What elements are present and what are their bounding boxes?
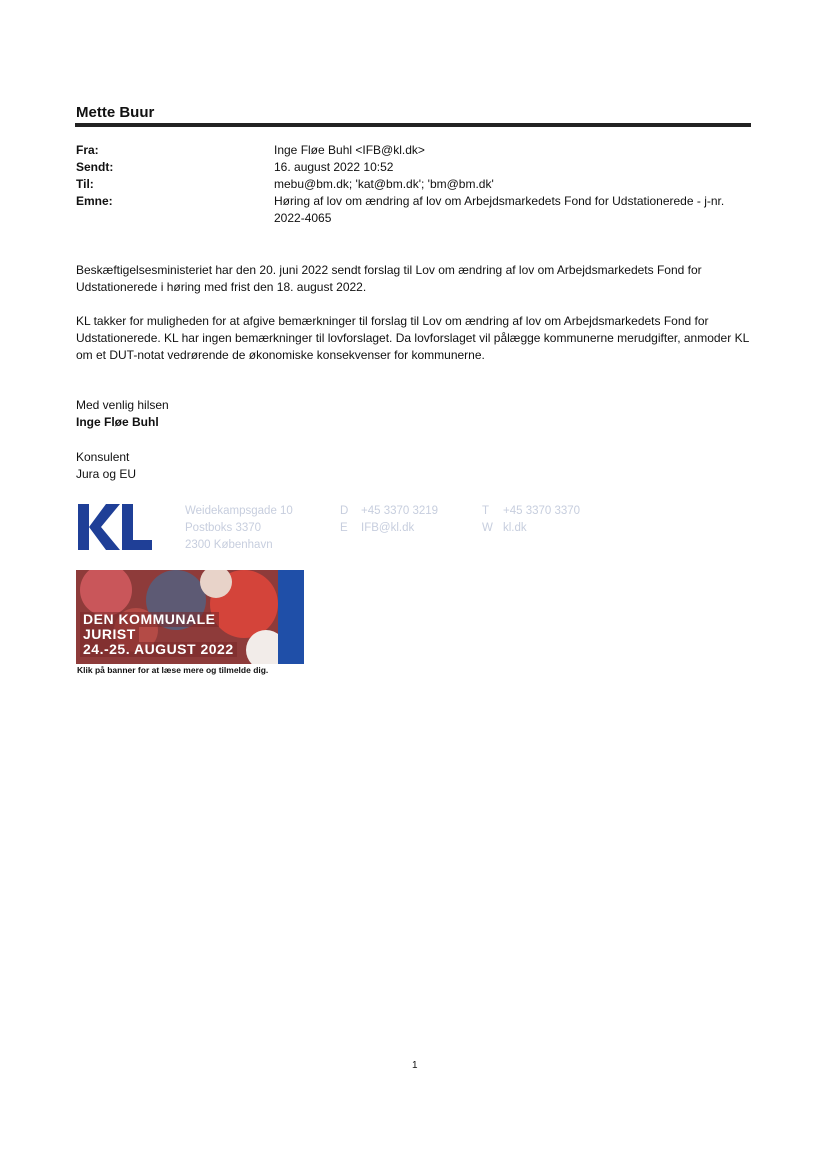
sender-email-link[interactable]: IFB@kl.dk [361, 522, 415, 534]
web-label: W [482, 522, 493, 534]
body-paragraph-2: KL takker for muligheden for at afgive bemærkninger til forslag til Lov om ændring af lov om Arbejdsmarkedets Fond for Udstationerede. KL har ingen bemærkninger til lovforslaget. Da lovforslaget vil pålægge kommunerne merudgifter, anmoder KL om et DUT-notat vedrørende de økonomiske konsekvenser for kommunerne. [76, 314, 749, 362]
greeting: Med venlig hilsen [76, 398, 169, 412]
sent-value: 16. august 2022 10:52 [274, 160, 394, 174]
kl-address [185, 503, 293, 554]
sender-department: Jura og EU [76, 467, 137, 481]
banner-stripe [278, 570, 304, 664]
from-label: Fra: [76, 143, 99, 157]
contact-labels-2 [482, 503, 493, 537]
address-line-2: Postboks 3370 [185, 522, 262, 534]
sender-name: Inge Fløe Buhl [76, 415, 159, 429]
sender-title: Konsulent [76, 450, 130, 464]
event-banner[interactable] [76, 570, 304, 664]
direct-phone: +45 3370 3219 [361, 505, 439, 517]
contact-labels-1 [340, 503, 348, 537]
body-paragraph-1: Beskæftigelsesministeriet har den 20. juni 2022 sendt forslag til Lov om ændring af lov om Arbejdsmarkedets Fond for Udstationerede i høring med frist den 18. august 2022. [76, 263, 702, 294]
phone-label: T [482, 505, 490, 517]
website-link[interactable]: kl.dk [503, 522, 527, 534]
contact-values-2 [503, 503, 580, 537]
banner-line-1: DEN KOMMUNALE [80, 612, 219, 627]
mailbox-owner-name: Mette Buur [76, 104, 155, 121]
to-label: Til: [76, 177, 94, 191]
banner-line-2: JURIST [80, 627, 139, 642]
subject-label: Emne: [76, 194, 113, 208]
subject-value: Høring af lov om ændring af lov om Arbejdsmarkedets Fond for Udstationerede - j-nr. 2022-4065 [274, 194, 725, 225]
banner-line-3: 24.-25. AUGUST 2022 [80, 642, 237, 657]
email-label: E [340, 522, 348, 534]
page-number: 1 [412, 1060, 418, 1071]
contact-values-1 [361, 503, 438, 537]
to-value: mebu@bm.dk; 'kat@bm.dk'; 'bm@bm.dk' [274, 177, 494, 191]
sent-label: Sendt: [76, 160, 114, 174]
main-phone: +45 3370 3370 [503, 505, 581, 517]
address-line-3: 2300 København [185, 539, 273, 551]
banner-caption: Klik på banner for at læse mere og tilmelde dig. [77, 665, 269, 675]
from-value: Inge Fløe Buhl <IFB@kl.dk> [274, 143, 425, 157]
address-line-1: Weidekampsgade 10 [185, 505, 293, 517]
header-rule [75, 123, 751, 127]
kl-logo [76, 500, 154, 554]
direct-label: D [340, 505, 349, 517]
